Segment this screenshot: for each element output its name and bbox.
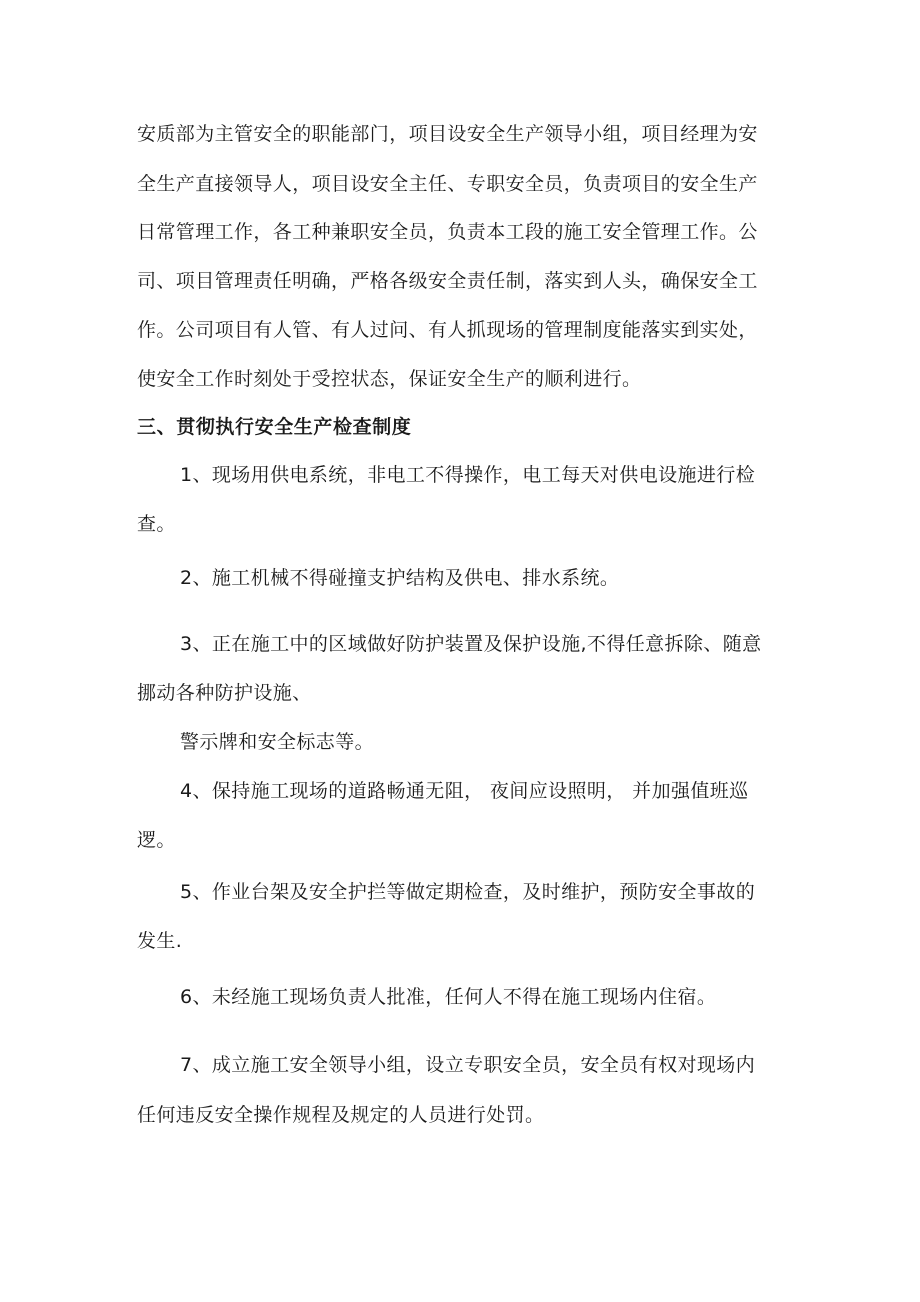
- list-item-line: 任何违反安全操作规程及规定的人员进行处罚。: [137, 1104, 545, 1126]
- list-item-line: 发生.: [137, 930, 183, 952]
- intro-line-2: 全生产直接领导人，项目设安全主任、专职安全员，负责项目的安全生产: [137, 173, 758, 195]
- list-item-line: 逻。: [137, 829, 176, 851]
- list-item-line: 4、保持施工现场的道路畅通无阻， 夜间应设照明， 并加强值班巡: [180, 780, 749, 802]
- list-item-line: 7、成立施工安全领导小组，设立专职安全员，安全员有权对现场内: [180, 1054, 756, 1076]
- intro-line-3: 日常管理工作，各工种兼职安全员，负责本工段的施工安全管理工作。公: [137, 221, 758, 243]
- list-item-line: 6、未经施工现场负责人批准，任何人不得在施工现场内住宿。: [180, 986, 717, 1008]
- list-item-line: 2、施工机械不得碰撞支护结构及供电、排水系统。: [180, 567, 620, 589]
- list-item-line: 1、现场用供电系统，非电工不得操作，电工每天对供电设施进行检: [180, 464, 756, 486]
- list-item-line: 警示牌和安全标志等。: [180, 731, 375, 753]
- intro-line-5: 作。公司项目有人管、有人过问、有人抓现场的管理制度能落实到实处，: [137, 319, 758, 341]
- list-item-line: 3、正在施工中的区域做好防护装置及保护设施,不得任意拆除、随意: [180, 633, 762, 655]
- list-item-line: 查。: [137, 513, 176, 535]
- intro-line-6: 使安全工作时刻处于受控状态，保证安全生产的顺利进行。: [137, 368, 642, 390]
- intro-line-4: 司、项目管理责任明确，严格各级安全责任制，落实到人头，确保安全工: [137, 270, 758, 292]
- section-heading: 三、贯彻执行安全生产检查制度: [137, 416, 412, 438]
- intro-line-1: 安质部为主管安全的职能部门，项目设安全生产领导小组，项目经理为安: [137, 123, 758, 145]
- list-item-line: 挪动各种防护设施、: [137, 682, 312, 704]
- list-item-line: 5、作业台架及安全护拦等做定期检查，及时维护，预防安全事故的: [180, 881, 756, 903]
